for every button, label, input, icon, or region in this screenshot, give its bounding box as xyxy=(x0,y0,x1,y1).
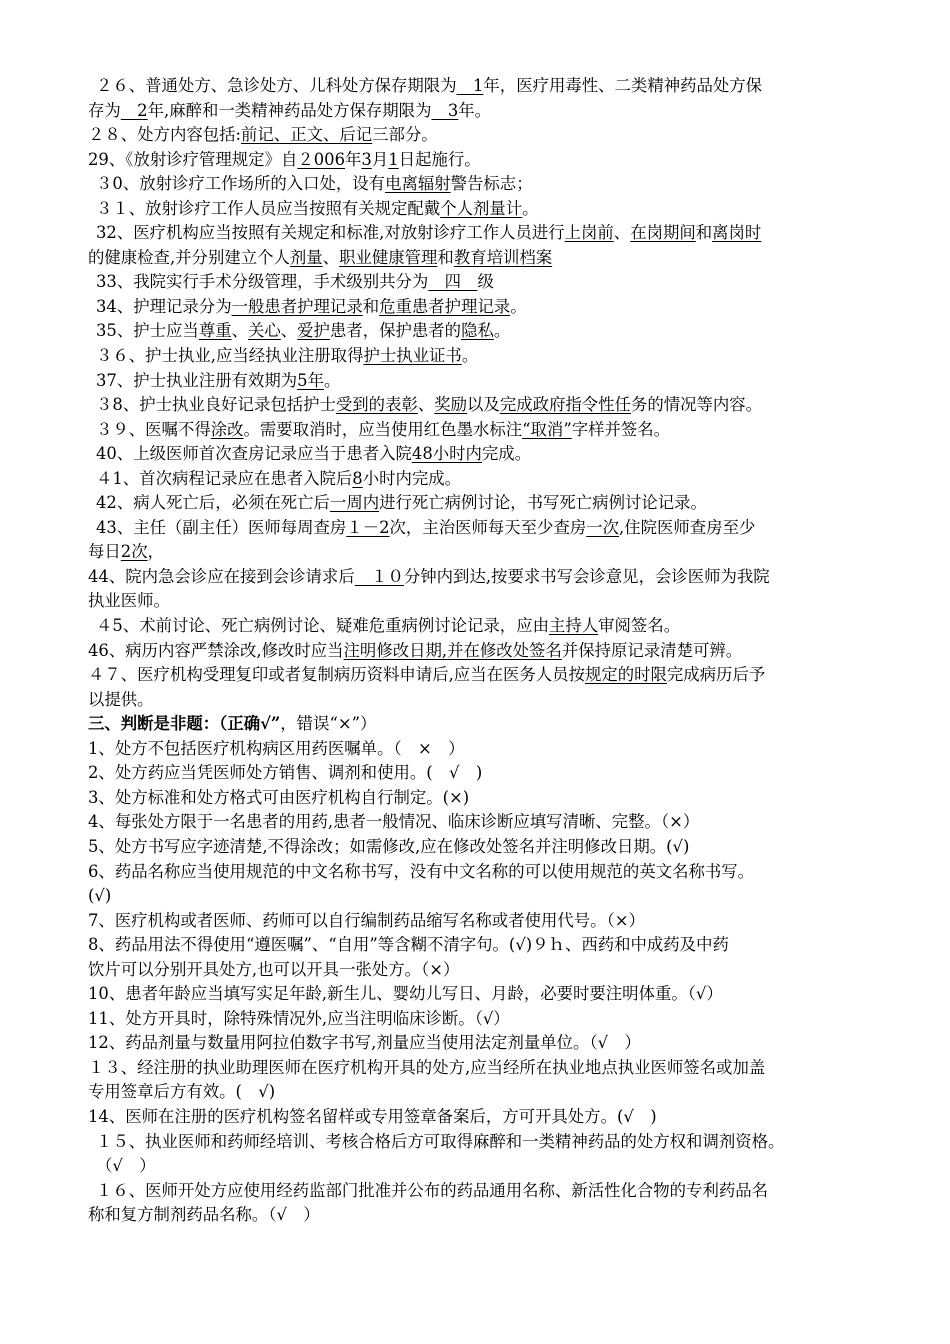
text-segment: 。 xyxy=(522,198,539,218)
text-line xyxy=(88,712,876,737)
text-line xyxy=(88,1031,876,1056)
text-line xyxy=(88,393,876,418)
text-line xyxy=(88,74,876,99)
text-segment: 、 xyxy=(613,223,631,243)
text-segment: 三部分。 xyxy=(372,125,438,145)
text-line xyxy=(88,270,876,295)
answer-blank: 隐私 xyxy=(461,321,494,341)
answer-blank: 剂量 xyxy=(289,247,323,267)
answer-blank: 一般患者护理记录 xyxy=(231,296,363,316)
text-segment: 46、病历内容严禁涂改,修改时应当 xyxy=(88,640,344,660)
text-line xyxy=(88,909,876,934)
answer-blank: 关心 xyxy=(247,321,281,341)
text-line xyxy=(88,565,876,590)
answer-blank: 受到的表彰 xyxy=(335,395,418,415)
text-segment: 6、药品名称应当使用规范的中文名称书写，没有中文名称的可以使用规范的英文名称书写。 xyxy=(88,861,755,881)
answer-blank: 危重患者护理记录 xyxy=(379,296,511,316)
text-segment: 。 xyxy=(461,346,479,366)
text-line xyxy=(88,123,876,148)
text-segment: 5、处方书写应字迹清楚,不得涂改；如需修改,应在修改处签名并注明修改日期。(√) xyxy=(88,836,690,856)
answer-blank: 一周内 xyxy=(329,493,380,513)
answer-blank: 1 xyxy=(388,149,399,169)
text-segment: ４1、首次病程记录应在患者入院后 xyxy=(96,468,353,488)
answer-blank: １－2 xyxy=(346,517,390,537)
answer-blank: 规定的时限 xyxy=(584,665,667,685)
answer-blank: 3 xyxy=(361,149,372,169)
answer-blank: 一次 xyxy=(586,517,620,537)
text-segment: 日起施行。 xyxy=(398,149,481,169)
answer-blank: 涂改 xyxy=(210,419,244,439)
answer-blank: 主持人 xyxy=(548,616,599,636)
text-line xyxy=(88,982,876,1007)
text-segment: 月 xyxy=(371,149,389,169)
text-segment: 42、病人死亡后，必须在死亡后 xyxy=(96,493,330,513)
text-segment: 执业医师。 xyxy=(88,591,170,611)
text-segment: 1、处方不包括医疗机构病区用药医嘱单。（ × ） xyxy=(88,738,465,758)
text-segment: ３６、护士执业,应当经执业注册取得 xyxy=(96,346,364,366)
text-segment: 警告标志； xyxy=(450,174,533,194)
text-line xyxy=(88,344,876,369)
text-segment: 7、医疗机构或者医师、药师可以自行编制药品缩写名称或者使用代号。（×） xyxy=(88,910,645,930)
text-segment: 进行死亡病例讨论，书写死亡病例讨论记录。 xyxy=(379,493,707,513)
text-segment: 、 xyxy=(231,321,248,341)
answer-blank: 四 xyxy=(428,272,478,292)
text-line xyxy=(88,246,876,271)
text-segment: 10、患者年龄应当填写实足年龄,新生儿、婴幼儿写日、月龄，必要时要注明体重。（√） xyxy=(88,984,723,1004)
text-segment: ３１、放射诊疗工作人员应当按照有关规定配戴 xyxy=(96,198,441,218)
section-heading: 三、判断是非题：（正确√” xyxy=(88,714,281,734)
text-line xyxy=(88,958,876,983)
answer-blank: 职业健康管理 xyxy=(339,247,438,267)
text-segment: ２６、普通处方、急诊处方、儿科处方保存期限为 xyxy=(96,76,457,95)
answer-blank: 上岗前 xyxy=(564,223,614,243)
text-line xyxy=(88,786,876,811)
text-segment: 务的情况等内容。 xyxy=(630,395,763,415)
answer-blank: 电离辐射 xyxy=(385,174,451,194)
text-segment: (√) xyxy=(88,886,112,906)
text-segment: 14、医师在注册的医疗机构签名留样或专用签章备案后，方可开具处方。(√ ) xyxy=(88,1106,657,1126)
text-segment: 35、护士应当 xyxy=(96,321,199,341)
text-line xyxy=(88,884,876,909)
text-segment: ２８、处方内容包括: xyxy=(88,125,242,145)
text-segment: 称和复方制剂药品名称。（√ ） xyxy=(88,1205,320,1225)
text-line xyxy=(88,491,876,516)
answer-blank: 个人剂量计 xyxy=(440,198,523,218)
text-segment: 32、医疗机构应当按照有关规定和标准,对放射诊疗工作人员进行 xyxy=(96,223,565,243)
text-line xyxy=(88,148,876,173)
text-segment: 12、药品剂量与数量用阿拉伯数字书写,剂量应当使用法定剂量单位。（√ ） xyxy=(88,1033,641,1053)
text-line xyxy=(88,540,876,565)
answer-blank: 8 xyxy=(352,468,363,488)
text-segment: ４5、术前讨论、死亡病例讨论、疑难危重病例讨论记录，应由 xyxy=(96,616,549,636)
answer-blank: 1 xyxy=(456,76,484,95)
text-segment: 患者，保护患者的 xyxy=(329,321,462,341)
text-line xyxy=(88,663,876,688)
text-segment: 小时内完成。 xyxy=(362,468,462,488)
text-segment: 级 xyxy=(477,272,494,292)
text-segment: 和 xyxy=(362,296,380,316)
text-segment: 完成病历后予 xyxy=(666,665,766,685)
text-line xyxy=(88,221,876,246)
text-segment: 11、处方开具时，除特殊情况外,应当注明临床诊断。（√） xyxy=(88,1008,510,1028)
answer-blank: 教育培训档案 xyxy=(453,247,553,267)
text-line xyxy=(88,639,876,664)
text-segment: 40、上级医师首次查房记录应当于患者入院 xyxy=(96,444,412,464)
answer-blank: 完成政府指令性任 xyxy=(499,395,631,415)
answer-blank: ２006 xyxy=(297,149,346,169)
text-line xyxy=(88,737,876,762)
text-segment: 完成。 xyxy=(481,444,532,464)
answer-blank: “取消” xyxy=(522,419,572,439)
answer-blank: 爱护 xyxy=(297,321,330,341)
text-line xyxy=(88,1007,876,1032)
text-segment: 审阅签名。 xyxy=(598,616,681,636)
text-segment: １３、经注册的执业助理医师在医疗机构开具的处方,应当经所在执业地点执业医师签名或加盖 xyxy=(88,1057,766,1077)
text-segment: 29、《放射诊疗管理规定》自 xyxy=(88,149,298,169)
answer-blank: 前记、正文、后记 xyxy=(241,125,373,145)
text-segment: 。 xyxy=(510,296,527,316)
text-segment: ４７、医疗机构受理复印或者复制病历资料申请后,应当在医务人员按 xyxy=(88,665,585,685)
text-line xyxy=(88,172,876,197)
text-line xyxy=(88,516,876,541)
text-line xyxy=(88,319,876,344)
text-segment: ３8、护士执业良好记录包括护士 xyxy=(96,395,336,415)
text-line xyxy=(88,295,876,320)
text-line xyxy=(88,197,876,222)
text-segment: 44、院内急会诊应在接到会诊请求后 xyxy=(88,566,355,586)
text-segment: 字样并签名。 xyxy=(571,419,671,439)
text-segment: 并保持原记录清楚可辨。 xyxy=(561,640,743,660)
text-segment: 饮片可以分别开具处方,也可以开具一张处方。（×） xyxy=(88,959,460,979)
text-segment: 3、处方标准和处方格式可由医疗机构自行制定。(×) xyxy=(88,787,470,807)
text-line xyxy=(88,688,876,713)
text-segment: １５、执业医师和药师经培训、考核合格后方可取得麻醉和一类精神药品的处方权和调剂资格。 xyxy=(96,1131,785,1151)
text-segment: 4、每张处方限于一名患者的用药,患者一般情况、临床诊断应填写清晰、完整。（×） xyxy=(88,812,700,832)
text-segment: ３0、放射诊疗工作场所的入口处，设有 xyxy=(96,174,386,194)
text-line xyxy=(88,1179,876,1204)
text-segment: 37、护士执业注册有效期为 xyxy=(96,370,298,390)
text-segment: 存为 xyxy=(88,100,121,120)
text-segment: 、 xyxy=(417,395,435,415)
answer-blank: 在岗期间 xyxy=(630,223,696,243)
text-line xyxy=(88,933,876,958)
text-segment: 年,麻醉和一类精神药品处方保存期限为 xyxy=(147,100,432,120)
answer-blank: 2次 xyxy=(120,542,148,562)
text-line xyxy=(88,1203,876,1228)
text-segment: 次，主治医师每天至少查房 xyxy=(389,517,587,537)
text-line xyxy=(88,835,876,860)
text-segment: 和 xyxy=(437,247,454,267)
text-line xyxy=(88,1105,876,1130)
text-line xyxy=(88,442,876,467)
text-segment: 、 xyxy=(322,247,340,267)
text-segment: 的健康检查,并分别建立个人 xyxy=(88,247,290,267)
answer-blank: 离岗时 xyxy=(712,223,762,243)
text-line xyxy=(88,369,876,394)
text-line xyxy=(88,1130,876,1155)
text-line xyxy=(88,418,876,443)
answer-blank: 48小时内 xyxy=(411,444,482,464)
answer-blank: １０ xyxy=(354,566,404,586)
text-segment: 8、药品用法不得使用“遵医嘱”、“自用”等含糊不清字句。(√)９ｈ、西药和中成药及中药 xyxy=(88,935,729,955)
text-line xyxy=(88,614,876,639)
text-segment: 年。 xyxy=(458,100,492,120)
answer-blank: 注明修改日期,并在修改处签名 xyxy=(343,640,562,660)
answer-blank: 5年 xyxy=(297,370,324,390)
text-segment: ， xyxy=(147,542,164,562)
text-segment: 年，医疗用毒性、二类精神药品处方保 xyxy=(483,76,763,95)
answer-blank: 护士执业证书 xyxy=(363,346,462,366)
text-line xyxy=(88,1080,876,1105)
text-segment: 2、处方药应当凭医师处方销售、调剂和使用。( √ ) xyxy=(88,763,483,783)
text-segment: 专用签章后方有效。( √) xyxy=(88,1082,276,1102)
text-line xyxy=(88,1154,876,1179)
text-segment: １６、医师开处方应使用经药监部门批准并公布的药品通用名称、新活性化合物的专利药品名 xyxy=(96,1180,769,1200)
text-segment: ３９、医嘱不得 xyxy=(96,419,211,439)
text-line xyxy=(88,467,876,492)
text-segment: 。需要取消时，应当使用红色墨水标注 xyxy=(243,419,523,439)
text-segment: 以提供。 xyxy=(88,689,154,709)
text-segment: 。 xyxy=(323,370,341,390)
text-segment: 和 xyxy=(695,223,713,243)
text-segment: 年 xyxy=(345,149,362,169)
answer-blank: 奖励 xyxy=(434,395,468,415)
text-segment: 每日 xyxy=(88,542,121,562)
text-segment: 以及 xyxy=(467,395,500,415)
text-line xyxy=(88,589,876,614)
text-segment: 33、我院实行手术分级管理，手术级别共分为 xyxy=(96,272,429,292)
text-segment: ，错误“×”） xyxy=(280,714,377,734)
text-line xyxy=(88,810,876,835)
text-segment: ,住院医师查房至少 xyxy=(619,517,756,537)
text-segment: （√ ） xyxy=(96,1156,156,1176)
text-segment: 、 xyxy=(280,321,298,341)
text-line xyxy=(88,860,876,885)
text-segment: 。 xyxy=(493,321,511,341)
text-segment: 34、护理记录分为 xyxy=(96,296,232,316)
text-segment: 43、主任（副主任）医师每周查房 xyxy=(96,517,347,537)
answer-blank: 尊重 xyxy=(198,321,232,341)
text-line xyxy=(88,761,876,786)
text-line xyxy=(88,99,876,124)
answer-blank: 3 xyxy=(431,100,459,120)
text-segment: 分钟内到达,按要求书写会诊意见，会诊医师为我院 xyxy=(403,566,770,586)
answer-blank: 2 xyxy=(120,100,148,120)
text-line xyxy=(88,1056,876,1081)
